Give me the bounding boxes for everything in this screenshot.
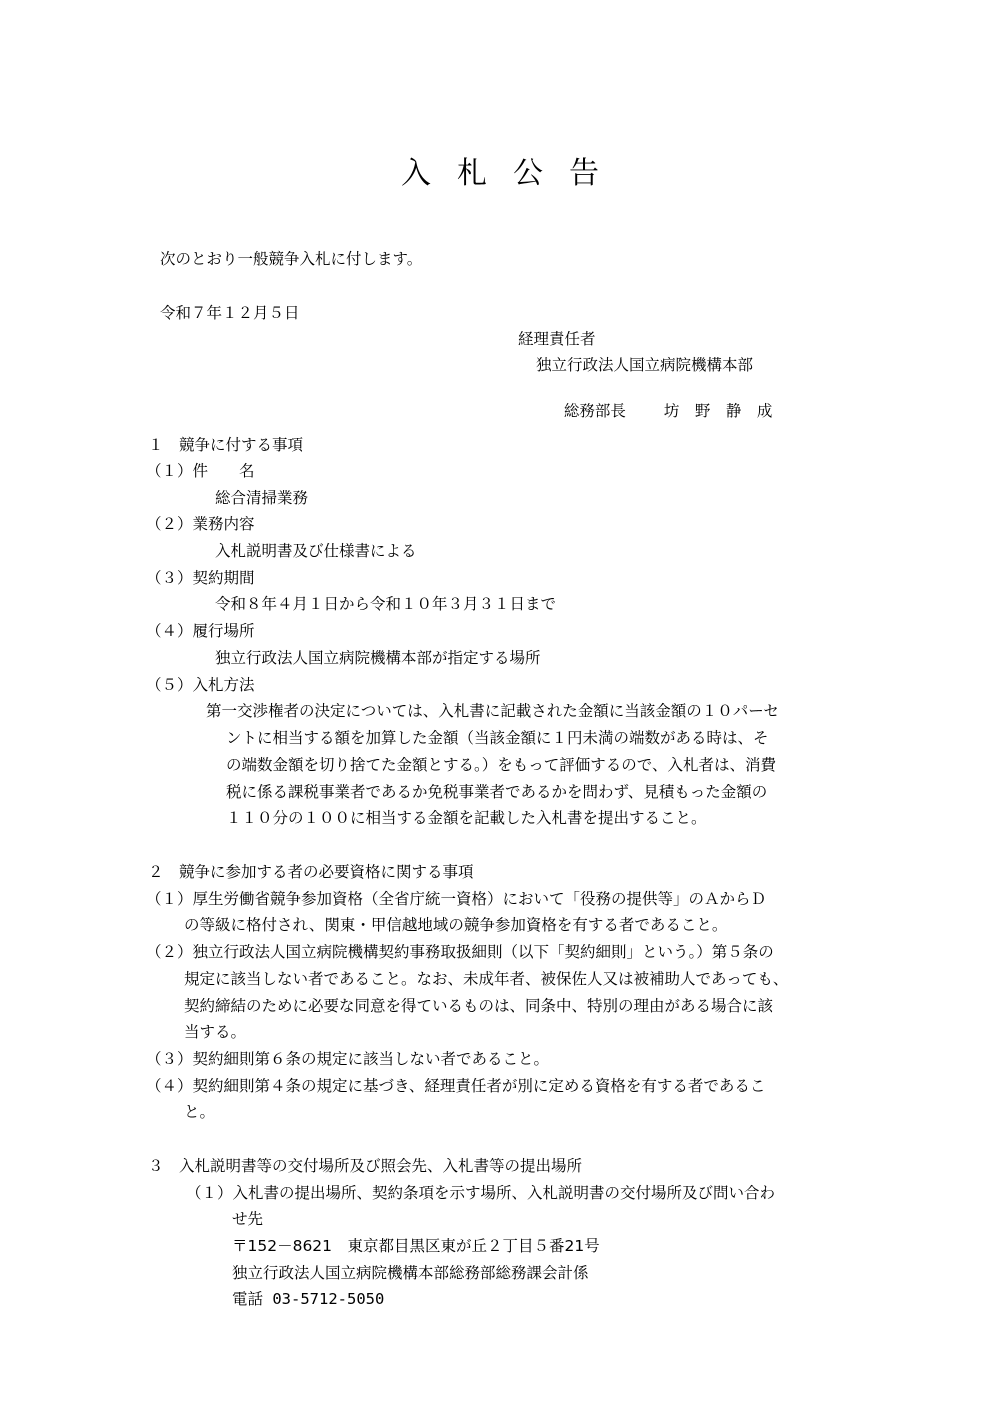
section1-item4-value: 独立行政法人国立病院機構本部が指定する場所	[215, 649, 541, 667]
section2-line: 当する。	[184, 1023, 247, 1041]
contact-department: 独立行政法人国立病院機構本部総務部総務課会計係	[232, 1264, 589, 1282]
section1-item5-line: ントに相当する額を加算した金額（当該金額に１円未満の端数がある時は、そ	[226, 729, 769, 747]
section1-item5-line: １１０分の１００に相当する金額を記載した入札書を提出すること。	[226, 809, 707, 827]
intro-text: 次のとおり一般競争入札に付します。	[160, 250, 423, 268]
section2-line: と。	[184, 1103, 216, 1121]
section1-item5-line: 税に係る課税事業者であるか免税事業者であるかを問わず、見積もった金額の	[226, 783, 768, 801]
page-title: 入札公告	[401, 156, 625, 191]
issuer-signature	[554, 381, 772, 421]
section1-item5-label: （５）入札方法	[146, 676, 255, 694]
section2-line: （４）契約細則第４条の規定に基づき、経理責任者が別に定める資格を有する者であるこ	[146, 1077, 766, 1095]
section1-item2-label: （２）業務内容	[146, 515, 255, 533]
section2-line: （１）厚生労働省競争参加資格（全省庁統一資格）において「役務の提供等」のＡからＤ	[146, 890, 767, 908]
issuer-name: 坊 野 静 成	[663, 402, 773, 420]
section1-item5-line: の端数金額を切り捨てた金額とする。）をもって評価するので、入札者は、消費	[226, 756, 776, 774]
section3-item1-line2: せ先	[232, 1210, 264, 1228]
section3-heading: ３ 入札説明書等の交付場所及び照会先、入札書等の提出場所	[148, 1157, 583, 1175]
section2-line: の等級に格付され、関東・甲信越地域の競争参加資格を有する者であること。	[184, 916, 728, 934]
issuer-position: 総務部長	[563, 402, 626, 420]
section2-line: 規定に該当しない者であること。なお、未成年者、被保佐人又は被補助人であっても、	[184, 970, 789, 988]
section1-item1-label: （１）件 名	[146, 462, 255, 480]
contact-address: 〒152－8621 東京都目黒区東が丘２丁目５番21号	[232, 1237, 600, 1255]
section1-item4-label: （４）履行場所	[146, 622, 255, 640]
section2-line: （２）独立行政法人国立病院機構契約事務取扱細則（以下「契約細則」という。）第５条の	[146, 943, 774, 961]
section2-heading: ２ 競争に参加する者の必要資格に関する事項	[148, 863, 474, 881]
issuer-role: 経理責任者	[518, 330, 596, 348]
issuer-org: 独立行政法人国立病院機構本部	[536, 356, 754, 374]
contact-phone: 電話 03-5712-5050	[232, 1290, 385, 1308]
section1-item2-value: 入札説明書及び仕様書による	[215, 542, 417, 560]
section1-item5-line: 第一交渉権者の決定については、入札書に記載された金額に当該金額の１０パーセ	[206, 702, 779, 720]
section2-line: （３）契約細則第６条の規定に該当しない者であること。	[146, 1050, 550, 1068]
section2-line: 契約締結のために必要な同意を得ているものは、同条中、特別の理由がある場合に該	[184, 997, 774, 1015]
section1-heading: １ 競争に付する事項	[148, 436, 304, 454]
notice-date: 令和７年１２月５日	[160, 304, 300, 322]
section1-item1-value: 総合清掃業務	[215, 489, 309, 507]
section3-item1-line1: （１）入札書の提出場所、契約条項を示す場所、入札説明書の交付場所及び問い合わ	[186, 1184, 776, 1202]
section1-item3-label: （３）契約期間	[146, 569, 255, 587]
section1-item3-value: 令和８年４月１日から令和１０年３月３１日まで	[215, 595, 557, 613]
